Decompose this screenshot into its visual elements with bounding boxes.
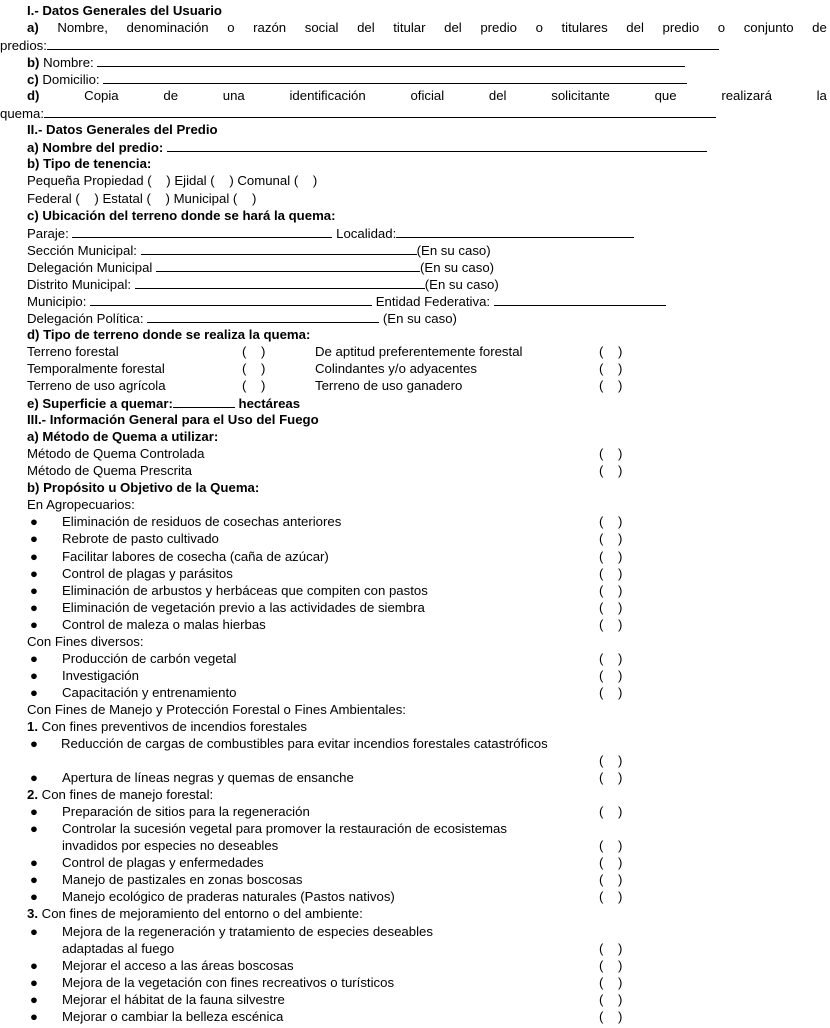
aptitud-forestal-checkbox[interactable]: ( ) [599,343,623,359]
field-delegacion-municipal [0,258,830,275]
nombre-predio-input-line[interactable] [167,138,707,152]
habitat-fauna-checkbox[interactable]: ( ) [599,991,623,1007]
list-item [0,803,830,820]
list-item [0,582,830,599]
nombre-predio-label: a) Nombre del predio: [27,140,164,156]
list-item [0,991,830,1008]
manejo-praderas-checkbox[interactable]: ( ) [599,889,623,905]
bullet-icon: ● [30,548,38,564]
field-delegacion-politica [0,309,830,326]
fines-diversos-item-label: Producción de carbón vegetal [62,650,237,666]
tipo-tenencia-label: b) Tipo de tenencia: [27,156,152,172]
section-2-title: II.- Datos Generales del Predio [27,122,218,138]
entidad-input-line[interactable] [494,292,666,306]
field-b-text: Nombre: [43,55,94,71]
metodo-row-2 [0,462,830,479]
colindantes-checkbox[interactable]: ( ) [599,360,623,376]
agropecuarios-item-checkbox[interactable]: ( ) [599,582,623,598]
vegetacion-recreativos-checkbox[interactable]: ( ) [599,974,623,990]
bullet-icon: ● [30,650,38,666]
agropecuarios-item-label: Eliminación de vegetación previo a las actividades de siembra [62,599,425,615]
field-d-word: solicitante [551,88,610,104]
bullet-icon: ● [30,1008,38,1024]
tenencia-options-2[interactable]: Federal ( ) Estatal ( ) Municipal ( ) [27,190,257,206]
metodo-quema-label: a) Método de Quema a utilizar: [27,429,219,445]
list-item [0,974,830,991]
list-item [0,565,830,582]
bullet-icon: ● [30,889,38,905]
field-a-word: titulares [561,20,608,36]
delegacion-input-line[interactable] [156,258,420,272]
metodo-row-1 [0,445,830,462]
quema-controlada-checkbox[interactable]: ( ) [599,446,623,462]
bullet-icon: ● [30,667,38,683]
bullet-icon: ● [30,736,38,752]
temporalmente-forestal-checkbox[interactable]: ( ) [242,360,266,376]
predios-input-line[interactable] [47,36,719,50]
acceso-areas-checkbox[interactable]: ( ) [599,957,623,973]
distrito-input-line[interactable] [135,275,425,289]
bullet-icon: ● [30,923,38,939]
item-belleza-escenica: Mejorar o cambiar la belleza escénica [62,1008,284,1024]
item-control-plagas-enfermedades: Control de plagas y enfermedades [62,855,264,871]
delegacion-label: Delegación Municipal [27,259,153,275]
field-d-word: del [488,88,507,104]
field-c-domicilio [0,70,830,87]
proposito-label: b) Propósito u Objetivo de la Quema: [27,480,260,496]
agropecuarios-item-label: Eliminación de residuos de cosechas anteriores [62,514,342,530]
subheading-1 [0,718,830,735]
quema-input-line[interactable] [44,104,716,118]
field-c-label: c) [27,72,39,88]
fines-diversos-item-checkbox[interactable]: ( ) [599,684,623,700]
preparacion-sitios-checkbox[interactable]: ( ) [599,804,623,820]
bullet-icon: ● [30,531,38,547]
field-a-continuation [0,36,830,53]
field-a-word: predio [662,20,700,36]
field-b-label: b) [27,55,40,71]
control-plagas-enfermedades-checkbox[interactable]: ( ) [599,855,623,871]
agropecuarios-heading: En Agropecuarios: [27,497,135,513]
nombre-input-line[interactable] [97,53,685,67]
tenencia-options-1[interactable]: Pequeña Propiedad ( ) Ejidal ( ) Comunal ( ) [27,173,318,189]
field-b-nombre [0,53,830,70]
politica-label: Delegación Política: [27,310,144,326]
temporalmente-forestal-label: Temporalmente forestal [27,360,165,376]
list-item [0,957,830,974]
field-a-word: denominación [126,20,209,36]
bullet-icon: ● [30,770,38,786]
field-c-text: Domicilio: [42,72,100,88]
bullet-icon: ● [30,514,38,530]
item-manejo-pastizales: Manejo de pastizales en zonas boscosas [62,872,303,888]
field-d-word: realizará [721,88,772,104]
fines-diversos-item-label: Investigación [62,667,139,683]
seccion-input-line[interactable] [141,241,417,255]
terreno-row-2 [0,360,830,377]
controlar-sucesion-checkbox[interactable]: ( ) [599,838,623,854]
bullet-icon: ● [30,565,38,581]
field-a-word: o [535,20,543,36]
bullet-icon: ● [30,991,38,1007]
terreno-forestal-label: Terreno forestal [27,343,119,359]
field-a-word: Nombre, [57,20,108,36]
uso-ganadero-label: Terreno de uso ganadero [315,378,463,394]
list-item [0,650,830,667]
field-a-label: a) [27,20,39,36]
field-a-cont-label: predios: [0,38,47,54]
terreno-row-3 [0,377,830,394]
item-controlar-sucesion: Controlar la sucesión vegetal para promover la restauración de ecosistemas [62,821,507,837]
subheading-1-text: Con fines preventivos de incendios forestales [38,718,308,734]
fines-diversos-item-checkbox[interactable]: ( ) [599,650,623,666]
agropecuarios-item-checkbox[interactable]: ( ) [599,514,623,530]
item-vegetacion-recreativos: Mejora de la vegetación con fines recreativos o turísticos [62,974,395,990]
item-acceso-areas: Mejorar el acceso a las áreas boscosas [62,957,294,973]
quema-prescrita-label: Método de Quema Prescrita [27,463,192,479]
item-manejo-praderas: Manejo ecológico de praderas naturales (Pastos nativos) [62,889,395,905]
field-d-continuation [0,104,830,121]
bullet-icon: ● [30,872,38,888]
field-a-word: titular [393,20,426,36]
field-a-word: razón [253,20,287,36]
apertura-lineas-checkbox[interactable]: ( ) [599,770,623,786]
fines-diversos-item-label: Capacitación y entrenamiento [62,684,237,700]
municipio-label: Municipio: [27,293,87,309]
list-item [0,888,830,905]
list-item [0,820,830,837]
seccion-en-su-caso: (En su caso) [416,242,491,258]
seccion-label: Sección Municipal: [27,242,137,258]
list-item [0,548,830,565]
bullet-icon: ● [30,599,38,615]
bullet-icon: ● [30,974,38,990]
item-preparacion-sitios: Preparación de sitios para la regeneración [62,804,310,820]
subheading-3-text: Con fines de mejoramiento del entorno o del ambiente: [38,906,363,922]
field-a-word: de [812,20,827,36]
list-item [0,735,830,752]
list-item [0,871,830,888]
list-item [0,923,830,940]
bullet-icon: ● [30,821,38,837]
form-page [0,2,830,1025]
field-a-word: social [304,20,339,36]
bullet-icon: ● [30,957,38,973]
section-1-title: I.- Datos Generales del Usuario [27,3,222,18]
reduccion-cargas-checkbox[interactable]: ( ) [599,753,623,769]
agropecuarios-item-checkbox[interactable]: ( ) [599,565,623,581]
localidad-input-line[interactable] [396,224,634,238]
aptitud-forestal-label: De aptitud preferentemente forestal [315,343,523,359]
list-item-continuation [0,940,830,957]
agropecuarios-item-checkbox[interactable]: ( ) [599,616,623,632]
subheading-1-number: 1. [27,718,38,734]
agropecuarios-item-label: Rebrote de pasto cultivado [62,531,219,547]
list-item [0,530,830,547]
field-superficie [0,394,830,411]
agropecuarios-item-label: Facilitar labores de cosecha (caña de azúcar) [62,548,329,564]
terreno-forestal-checkbox[interactable]: ( ) [242,343,266,359]
quema-prescrita-checkbox[interactable]: ( ) [599,463,623,479]
manejo-heading: Con Fines de Manejo y Protección Forestal o Fines Ambientales: [27,701,406,717]
paraje-input-line[interactable] [72,224,332,238]
field-d-word: oficial [410,88,445,104]
politica-input-line[interactable] [147,309,379,323]
fines-diversos-heading: Con Fines diversos: [27,633,144,649]
distrito-en-su-caso: (En su caso) [424,276,499,292]
field-d-word: la [816,88,827,104]
field-d-cont-label: quema: [0,106,44,122]
item-habitat-fauna: Mejorar el hábitat de la fauna silvestre [62,991,285,1007]
fines-diversos-item-checkbox[interactable]: ( ) [599,667,623,683]
list-item [0,684,830,701]
tipo-terreno-label: d) Tipo de terreno donde se realiza la quema: [27,326,311,342]
field-municipio-entidad [0,292,830,309]
field-d-word: Copia [84,88,119,104]
domicilio-input-line[interactable] [103,70,687,84]
agropecuarios-item-checkbox[interactable]: ( ) [599,531,623,547]
item-apertura-lineas: Apertura de líneas negras y quemas de ensanche [62,770,354,786]
field-a-word: del [357,20,375,36]
agropecuarios-list [0,513,830,632]
bullet-icon: ● [30,804,38,820]
fines-diversos-list [0,650,830,701]
superficie-label: e) Superficie a quemar: [27,396,173,412]
list-item-paren-only [0,752,830,769]
colindantes-label: Colindantes y/o adyacentes [315,360,478,376]
field-a-nombre-denominacion [0,19,830,36]
field-a-word: o [227,20,235,36]
field-a-word: del [626,20,644,36]
field-nombre-predio [0,138,830,155]
field-a-word: o [717,20,726,36]
list-item [0,513,830,530]
belleza-escenica-checkbox[interactable]: ( ) [599,1008,623,1024]
bullet-icon: ● [30,582,38,598]
agropecuarios-item-label: Eliminación de arbustos y herbáceas que compiten con pastos [62,582,428,598]
item-mejora-regeneracion: Mejora de la regeneración y tratamiento de especies deseables [62,923,433,939]
municipio-input-line[interactable] [90,292,372,306]
delegacion-en-su-caso: (En su caso) [420,259,495,275]
agropecuarios-item-label: Control de plagas y parásitos [62,565,233,581]
list-item [0,769,830,786]
list-item [0,1008,830,1025]
subheading-3 [0,905,830,922]
field-d-label: d) [27,88,40,104]
localidad-label: Localidad: [336,225,397,241]
item-mejora-regeneracion-cont: adaptadas al fuego [62,940,175,956]
superficie-input-line[interactable] [173,394,235,408]
agropecuarios-item-label: Control de maleza o malas hierbas [62,616,266,632]
subheading-2 [0,786,830,803]
list-item [0,667,830,684]
uso-agricola-checkbox[interactable]: ( ) [242,378,266,394]
manejo-pastizales-checkbox[interactable]: ( ) [599,872,623,888]
field-d-word: que [654,88,677,104]
list-item-continuation [0,837,830,854]
field-distrito-municipal [0,275,830,292]
item-controlar-sucesion-cont: invadidos por especies no deseables [62,838,279,854]
terreno-row-1 [0,343,830,360]
entidad-label: Entidad Federativa: [375,293,491,309]
field-d-word: de [163,88,179,104]
field-a-word: predio [480,20,517,36]
subheading-2-text: Con fines de manejo forestal: [38,787,214,803]
agropecuarios-item-checkbox[interactable]: ( ) [599,548,623,564]
quema-controlada-label: Método de Quema Controlada [27,446,205,462]
list-item [0,599,830,616]
list-item [0,854,830,871]
superficie-unit: hectáreas [238,396,301,412]
field-d-identificacion [0,87,830,104]
list-item [0,616,830,633]
item-reduccion-cargas: Reducción de cargas de combustibles para evitar incendios forestales catastróficos [61,736,548,752]
ubicacion-label: c) Ubicación del terreno donde se hará la quema: [27,207,336,223]
field-d-word: identificación [289,88,366,104]
section-3-title: III.- Información General para el Uso del Fuego [27,412,319,428]
uso-agricola-label: Terreno de uso agrícola [27,378,166,394]
bullet-icon: ● [30,855,38,871]
field-d-word: una [222,88,245,104]
distrito-label: Distrito Municipal: [27,276,132,292]
mejora-regeneracion-checkbox[interactable]: ( ) [599,940,623,956]
field-seccion-municipal [0,241,830,258]
subheading-3-number: 3. [27,906,38,922]
field-a-word: conjunto [743,20,794,36]
field-paraje-localidad [0,224,830,241]
politica-en-su-caso: (En su caso) [379,310,457,326]
field-a-word: del [444,20,462,36]
agropecuarios-item-checkbox[interactable]: ( ) [599,599,623,615]
uso-ganadero-checkbox[interactable]: ( ) [599,378,623,394]
subheading-2-number: 2. [27,787,38,803]
bullet-icon: ● [30,616,38,632]
paraje-label: Paraje: [27,225,69,241]
bullet-icon: ● [30,684,38,700]
